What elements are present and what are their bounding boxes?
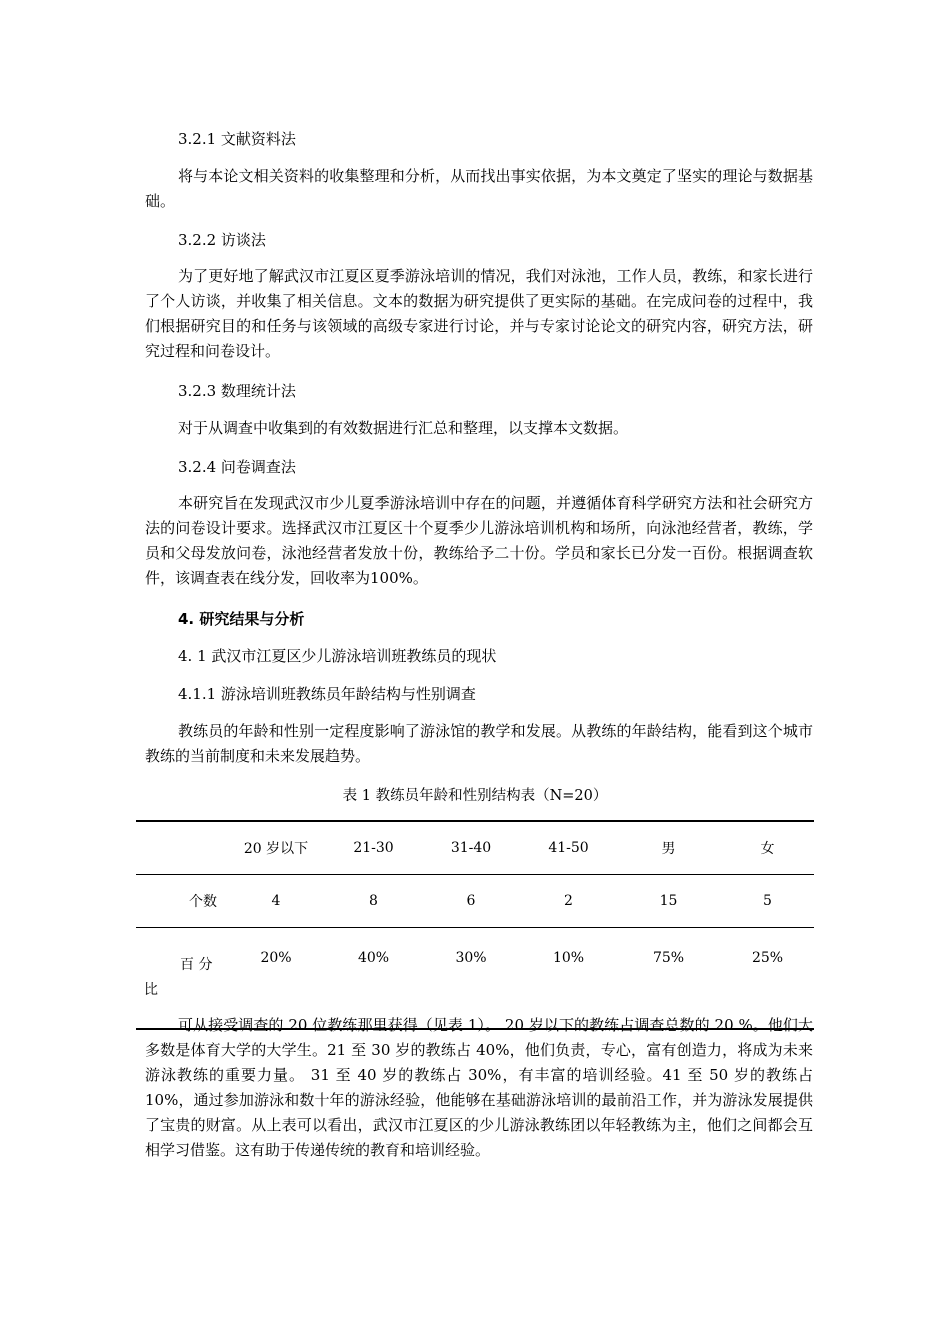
table-cell: 5 bbox=[721, 875, 814, 928]
table-row-label: 个数 bbox=[136, 875, 226, 928]
table-header-cell: 41-50 bbox=[521, 821, 616, 875]
section-4-1-1-heading: 4.1.1 游泳培训班教练员年龄结构与性别调查 bbox=[178, 685, 476, 703]
table-row-count bbox=[136, 875, 814, 928]
section-3-2-2-paragraph: 为了更好地了解武汉市江夏区夏季游泳培训的情况，我们对泳池，工作人员，教练，和家长进行了个人访谈，并收集了相关信息。文本的数据为研究提供了更实际的基础。在完成问卷的过程中，我们根据研究目的和任务与该领域的高级专家进行讨论，并与专家讨论论文的研究内容，研究方法，研究过程和问卷设计。 bbox=[145, 267, 813, 360]
table-cell: 25% bbox=[751, 950, 784, 966]
table-caption: 表 1 教练员年龄和性别结构表（N=20） bbox=[342, 788, 608, 804]
section-3-2-1-paragraph: 将与本论文相关资料的收集整理和分析，从而找出事实依据，为本文奠定了坚实的理论与数据基础。 bbox=[145, 167, 813, 210]
section-3-2-2-heading: 3.2.2 访谈法 bbox=[178, 231, 266, 249]
table-header-cell: 男 bbox=[616, 821, 721, 875]
table-cell: 4 bbox=[226, 875, 326, 928]
section-3-2-1-heading: 3.2.1 文献资料法 bbox=[178, 130, 296, 148]
table-cell: 75% bbox=[652, 950, 685, 966]
age-gender-table bbox=[136, 820, 814, 1030]
table-header-cell bbox=[136, 821, 226, 875]
table-cell: 6 bbox=[421, 875, 521, 928]
section-4-1-1-paragraph: 教练员的年龄和性别一定程度影响了游泳馆的教学和发展。从教练的年龄结构，能看到这个城市教练的当前制度和未来发展趋势。 bbox=[145, 722, 813, 765]
section-3-2-4-heading: 3.2.4 问卷调查法 bbox=[178, 458, 296, 476]
table-header-cell: 20 岁以下 bbox=[226, 821, 326, 875]
table-cell: 15 bbox=[616, 875, 721, 928]
table-header-cell: 31-40 bbox=[421, 821, 521, 875]
table-cell: 30% bbox=[455, 950, 487, 966]
table-header-row bbox=[136, 821, 814, 875]
table-cell: 8 bbox=[326, 875, 421, 928]
section-3-2-3-paragraph: 对于从调查中收集到的有效数据进行汇总和整理，以支撑本文数据。 bbox=[178, 419, 629, 437]
table-cell: 10% bbox=[552, 950, 585, 966]
table-discussion-paragraph: 可从接受调查的 20 位教练那里获得（见表 1）。 20 岁以下的教练占调查总数的 20 %。他们大多数是体育大学的大学生。21 至 30 岁的教练占 40%，他们负责，专心，富有创造力，将成为未来游泳教练的重要力量。 31 至 40 岁的教练占 30%，有丰富的培训经验。41 至 50 岁的教练占 10%，通过参加游泳和数十年的游泳经验，他能够在基础游泳培训的最前沿工作，并为游泳发展提供了宝贵的财富。从上表可以看出，武汉市江夏区的少儿游泳教练团以年轻教练为主，他们之间都会互相学习借鉴。这有助于传递传统的教育和培训经验。 bbox=[145, 1016, 813, 1159]
section-3-2-4-paragraph: 本研究旨在发现武汉市少儿夏季游泳培训中存在的问题，并遵循体育科学研究方法和社会研究方法的问卷设计要求。选择武汉市江夏区十个夏季少儿游泳培训机构和场所，向泳池经营者，教练，学员和父母发放问卷，泳池经营者发放十份，教练给予二十份。学员和家长已分发一百份。根据调查软件，该调查表在线分发，回收率为100%。 bbox=[145, 494, 813, 587]
table-header-cell: 女 bbox=[721, 821, 814, 875]
table-cell: 20% bbox=[260, 950, 292, 966]
table-header-cell: 21-30 bbox=[326, 821, 421, 875]
table-row-label: 百 分 比 bbox=[144, 957, 213, 998]
section-4-1-heading: 4. 1 武汉市江夏区少儿游泳培训班教练员的现状 bbox=[178, 647, 497, 665]
section-4-heading: 4. 研究结果与分析 bbox=[178, 610, 305, 628]
section-3-2-3-heading: 3.2.3 数理统计法 bbox=[178, 382, 296, 400]
table-cell: 40% bbox=[357, 950, 390, 966]
table-cell: 2 bbox=[521, 875, 616, 928]
